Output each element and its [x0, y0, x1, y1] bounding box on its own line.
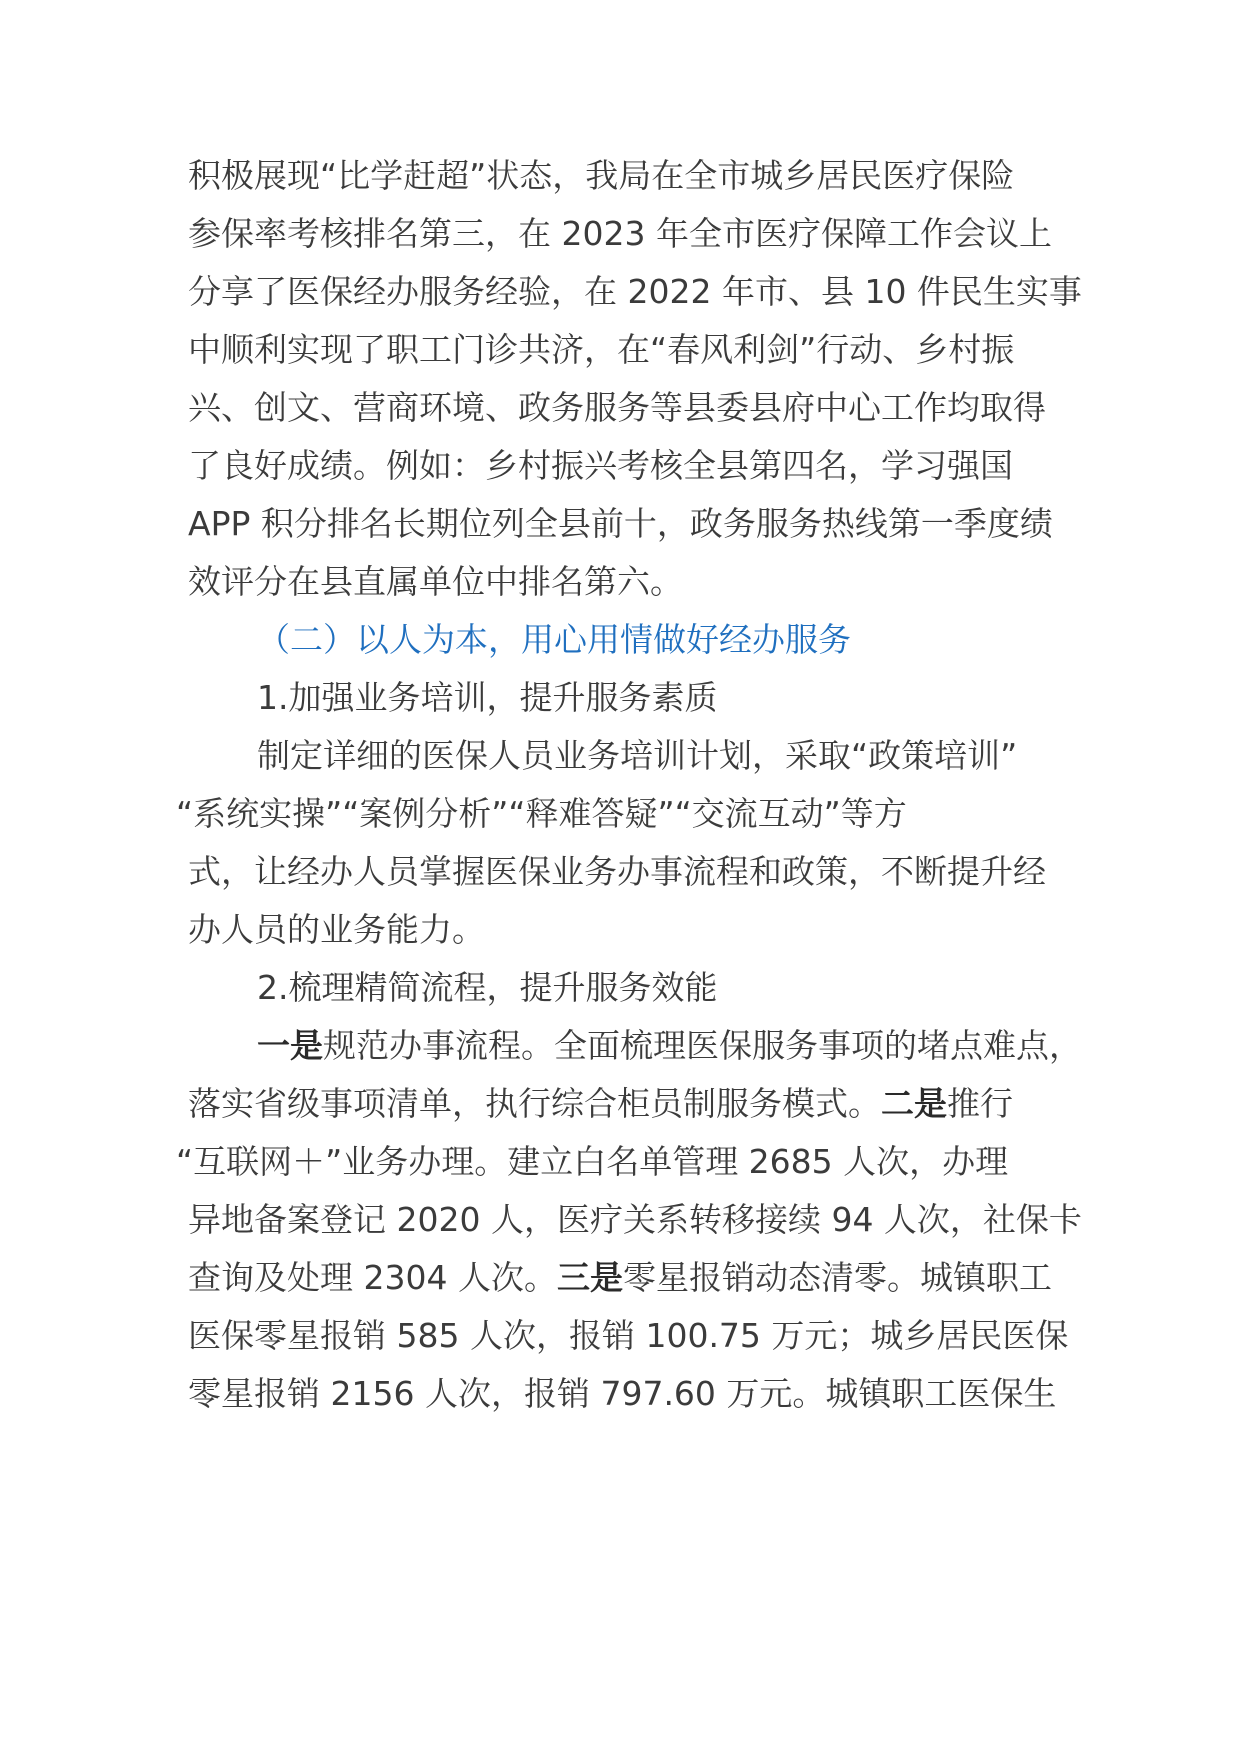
section-heading: （二）以人为本，用心用情做好经办服务 [257, 620, 851, 659]
paragraph-line: “系统实操”“案例分析”“释难答疑”“交流互动”等方 [176, 794, 907, 833]
subheading-2: 2.梳理精简流程，提升服务效能 [257, 968, 718, 1007]
text-span: 推行 [947, 1084, 1013, 1123]
text-span: 查询及处理 2304 人次。 [188, 1258, 557, 1297]
paragraph-line: APP 积分排名长期位列全县前十，政务服务热线第一季度绩 [188, 504, 1053, 543]
paragraph-line: 中顺利实现了职工门诊共济，在“春风利剑”行动、乡村振 [188, 330, 1015, 369]
paragraph-line: 参保率考核排名第三，在 2023 年全市医疗保障工作会议上 [188, 214, 1052, 253]
paragraph-line: 效评分在县直属单位中排名第六。 [188, 562, 683, 601]
bold-lead: 二是 [881, 1084, 947, 1123]
paragraph-line: 制定详细的医保人员业务培训计划，采取“政策培训” [257, 736, 1018, 775]
paragraph-line: “互联网＋”业务办理。建立白名单管理 2685 人次，办理 [176, 1142, 1009, 1181]
bold-lead: 一是 [257, 1026, 323, 1065]
paragraph-line: 分享了医保经办服务经验，在 2022 年市、县 10 件民生实事 [188, 272, 1082, 311]
text-span: 落实省级事项清单，执行综合柜员制服务模式。 [188, 1084, 881, 1123]
paragraph-line: 兴、创文、营商环境、政务服务等县委县府中心工作均取得 [188, 388, 1046, 427]
paragraph-line: 积极展现“比学赶超”状态，我局在全市城乡居民医疗保险 [188, 156, 1015, 195]
paragraph-line: 式，让经办人员掌握医保业务办事流程和政策，不断提升经 [188, 852, 1046, 891]
paragraph-line [188, 1256, 1052, 1300]
bold-lead: 三是 [556, 1258, 623, 1297]
paragraph-line: 医保零星报销 585 人次，报销 100.75 万元；城乡居民医保 [188, 1316, 1069, 1355]
paragraph-line: 异地备案登记 2020 人，医疗关系转移接续 94 人次，社保卡 [188, 1200, 1082, 1239]
subheading-1: 1.加强业务培训，提升服务素质 [257, 678, 718, 717]
paragraph-line: 零星报销 2156 人次，报销 797.60 万元。城镇职工医保生 [188, 1374, 1057, 1413]
text-span: 零星报销动态清零。城镇职工 [622, 1258, 1052, 1297]
paragraph-line: 了良好成绩。例如：乡村振兴考核全县第四名，学习强国 [188, 446, 1013, 485]
paragraph-line [257, 1024, 1082, 1068]
paragraph-line [188, 1082, 1013, 1126]
text-span: 规范办事流程。全面梳理医保服务事项的堵点难点， [323, 1026, 1082, 1065]
paragraph-line: 办人员的业务能力。 [188, 910, 485, 949]
